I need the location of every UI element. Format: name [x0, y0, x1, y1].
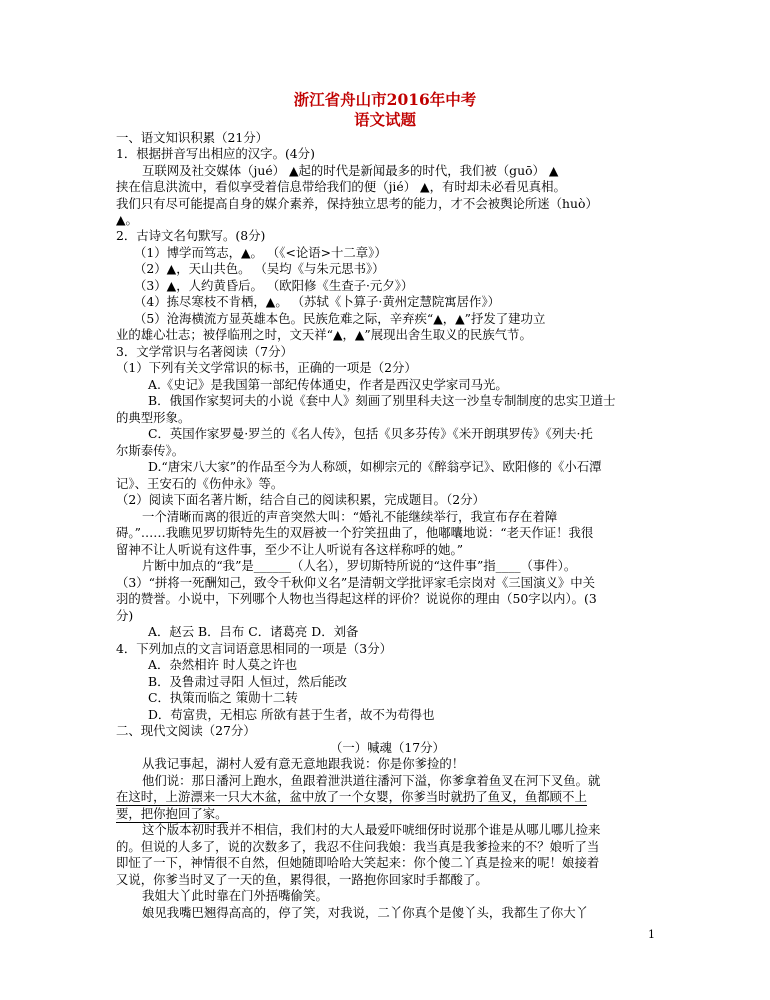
section-heading: 二、现代文阅读（27分） [116, 723, 256, 738]
question-text: ▲。 [116, 212, 138, 227]
excerpt-text: 碍。”……我瞧见罗切斯特先生的双唇被一个狞笑扭曲了，他嘟囔地说：“老天作证！我很 [116, 525, 594, 540]
article-title: （一）喊魂（17分） [330, 740, 445, 755]
document-subtitle: 语文试题 [353, 110, 416, 129]
question-item: （3）▲，人约黄昏后。 （欧阳修《生查子·元夕》） [134, 278, 414, 293]
question-heading: 2．古诗文名句默写。(8分) [116, 228, 266, 243]
choice-options: A．赵云 B．吕布 C．诸葛亮 D．刘备 [148, 624, 359, 639]
option-d: D.“唐宋八大家”的作品至今为人称颂，如柳宗元的《醉翁亭记》、欧阳修的《小石潭 [148, 459, 602, 474]
question-heading: 1．根据拼音写出相应的汉字。(4分) [116, 146, 315, 161]
question-item: 羽的赞誉。小说中，下列哪个人物也当得起这样的评价？说说你的理由（50字以内）。(3 [116, 591, 597, 606]
question-item: （2）阅读下面名著片断，结合自己的阅读积累，完成题目。（2分） [116, 492, 485, 507]
option-a: A.《史记》是我国第一部纪传体通史，作者是西汉史学家司马光。 [148, 377, 508, 392]
article-paragraph: 这个版本初时我并不相信，我们村的大人最爱吓唬细伢时说那个谁是从哪儿哪儿捡来 [142, 822, 601, 837]
question-item: 业的雄心壮志；被俘临刑之时，文天祥“▲，▲”展现出舍生取义的民族气节。 [116, 327, 532, 342]
question-item: 分) [116, 608, 134, 623]
article-paragraph: 从我记事起，湖村人爱有意无意地跟我说：你是你爹捡的！ [142, 756, 465, 771]
option-c: C．英国作家罗曼·罗兰的《名人传》，包括《贝多芬传》《米开朗琪罗传》《列夫·托 [148, 426, 593, 441]
article-paragraph-underlined: 在这时，上游漂来一只大木盆，盆中放了一个女婴，你爹当时就扔了鱼叉，鱼都顾不上 [116, 789, 587, 804]
article-paragraph: 又说，你爹当时叉了一天的鱼，累得很，一路抱你回家时手都酸了。 [116, 872, 488, 887]
question-heading: 3．文学常识与名著阅读（7分） [116, 344, 293, 359]
article-paragraph: 娘见我嘴巴翘得高高的，停了笑，对我说，二丫你真个是傻丫头，我都生了你大丫 [142, 905, 589, 920]
document-title: 浙江省舟山市2016年中考 [293, 90, 477, 109]
option-b: B．俄国作家契诃夫的小说《套中人》刻画了别里科夫这一沙皇专制制度的忠实卫道士 [148, 393, 616, 408]
option-c-cont: 尔斯泰传》。 [116, 443, 185, 458]
question-text: 我们只有尽可能提高自身的媒介素养，保持独立思考的能力，才不会被舆论所迷（huò） [116, 196, 598, 211]
excerpt-text: 留神不让人听说有这件事，至少不让人听说有各这样称呼的她。” [116, 542, 464, 557]
fill-blank-question: 片断中加点的“我”是______（人名），罗切斯特所说的“这件事”指____（事件）。 [142, 558, 577, 573]
question-item: （1）下列有关文学常识的标书，正确的一项是（2分） [116, 360, 417, 375]
question-text: 互联网及社交媒体（jué） ▲起的时代是新闻最多的时代，我们被（guō） ▲ [142, 163, 559, 178]
question-item: （3）“拼将一死酬知己，致令千秋仰义名”是清朝文学批评家毛宗岗对《三国演义》中关 [116, 575, 596, 590]
article-paragraph-underlined: 要，把你抱回了家。 [116, 806, 228, 821]
option-b: B．及鲁肃过寻阳 人恒过，然后能改 [148, 674, 347, 689]
option-d: D．苟富贵，无相忘 所欲有甚于生者，故不为苟得也 [148, 707, 435, 722]
option-b-cont: 的典型形象。 [116, 410, 191, 425]
article-paragraph: 我姐大丫此时靠在门外捂嘴偷笑。 [142, 888, 328, 903]
article-paragraph: 即怔了一下，神情很不自然，但她随即哈哈大笑起来：你个傻二丫真是捡来的呢！娘接着 [116, 855, 600, 870]
excerpt-text: 一个清晰而离的很近的声音突然大叫：“婚礼不能继续举行，我宣布存在着障 [142, 509, 558, 524]
option-a: A．杂然相许 时人莫之许也 [148, 657, 298, 672]
question-text: 挟在信息洪流中，看似享受着信息带给我们的便（jié） ▲，有时却未必看见真相。 [116, 179, 566, 194]
question-item: （2）▲，天山共色。 （吴均《与朱元思书》） [134, 261, 385, 276]
question-item: （5）沧海横流方显英雄本色。民族危难之际，辛弃疾“▲，▲”抒发了建功立 [134, 311, 546, 326]
option-d-cont: 记》、王安石的《伤仲永》等。 [116, 476, 284, 491]
article-paragraph: 他们说：那日潘河上跑水，鱼跟着泄洪道往潘河下溢，你爹拿着鱼叉在河下叉鱼。就 [142, 773, 601, 788]
question-heading: 4．下列加点的文言词语意思相同的一项是（3分） [116, 641, 392, 656]
section-heading: 一、语文知识积累（21分） [116, 130, 269, 145]
question-item: （1）博学而笃志，▲。 （《<论语>十二章》） [134, 245, 387, 260]
page-number: 1 [648, 928, 655, 941]
option-c: C．执策而临之 策勋十二转 [148, 690, 298, 705]
question-item: （4）拣尽寒枝不肯栖，▲。 （苏轼《卜算子·黄州定慧院寓居作》） [134, 294, 501, 309]
article-paragraph: 的。但说的人多了，说的次数多了，我忍不住问我娘：我当真是我爹捡来的不？娘听了当 [116, 839, 600, 854]
